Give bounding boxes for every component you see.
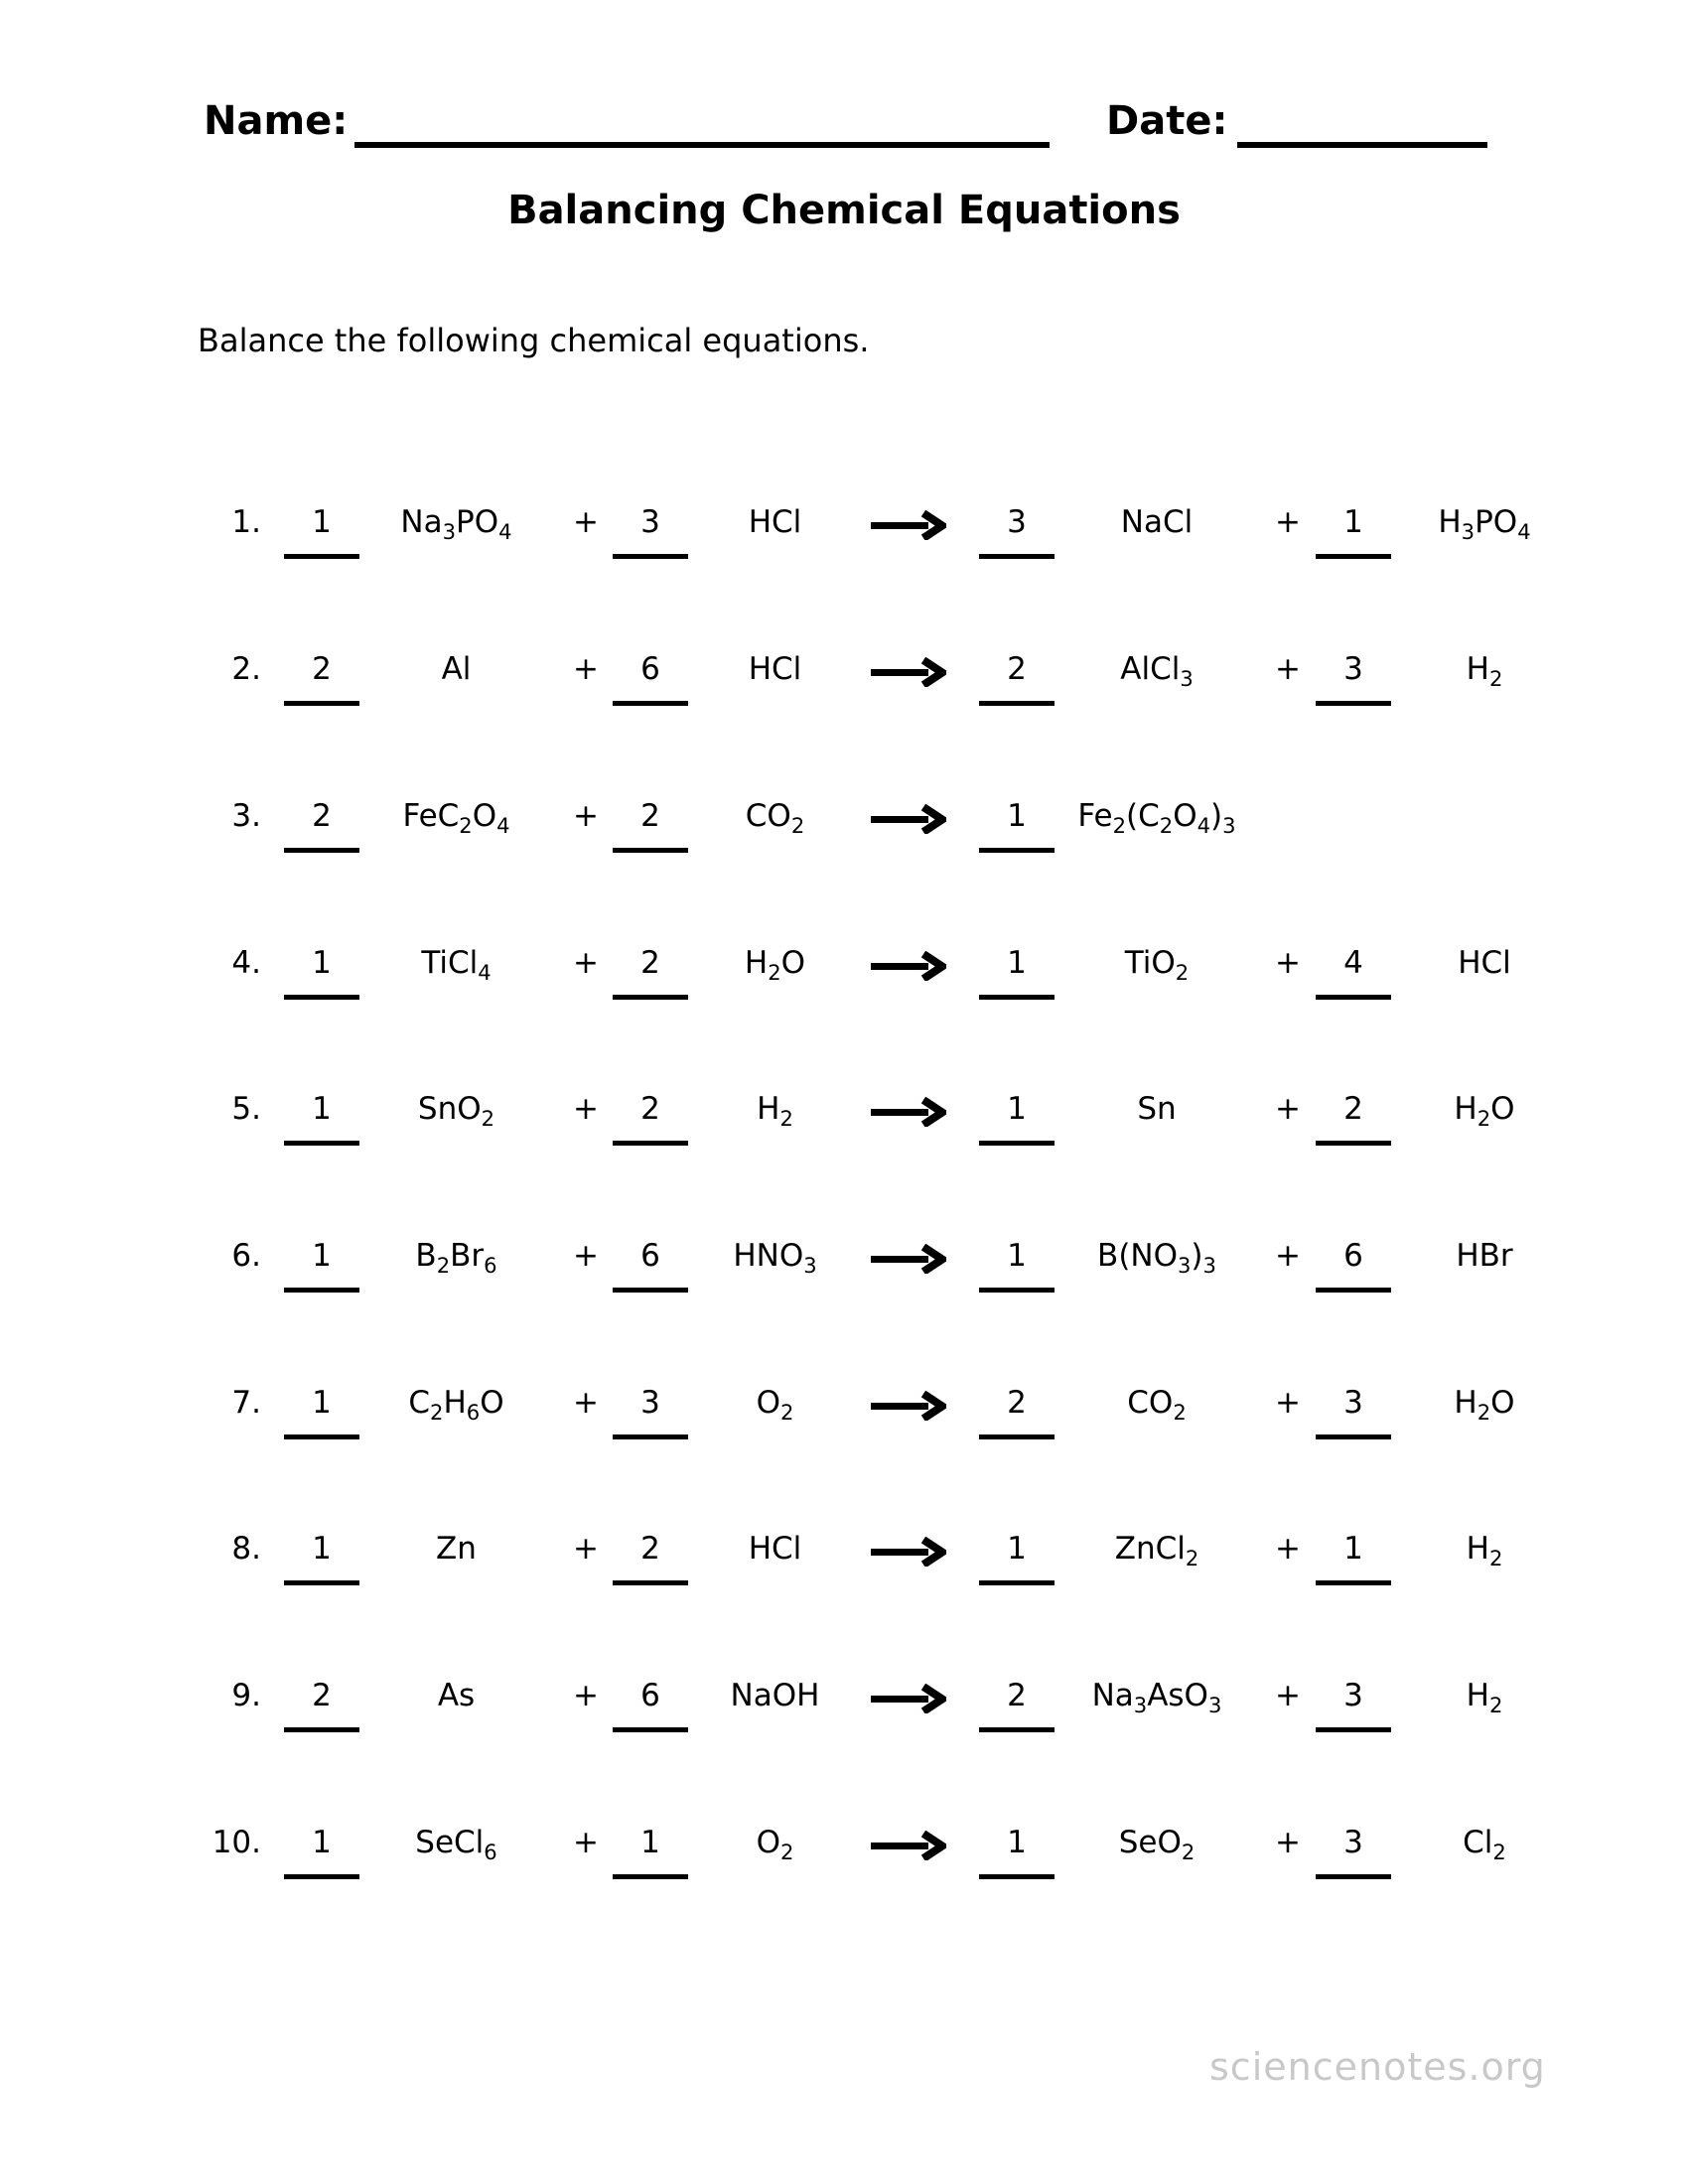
coefficient-blank: 3: [1316, 1823, 1391, 1879]
coefficient-blank: 6: [613, 1236, 688, 1293]
coefficient-blank: 2: [979, 1383, 1055, 1439]
plus-sign: +: [573, 504, 599, 540]
chemical-formula: $H_2$: [1466, 1531, 1503, 1571]
chemical-formula: SeCl$_6$: [415, 1825, 497, 1865]
chemical-formula: NaOH: [730, 1678, 820, 1713]
coefficient-blank: 3: [1316, 1383, 1391, 1439]
coefficient-blank: 1: [613, 1823, 688, 1879]
coefficient-blank: 3: [613, 502, 688, 559]
chemical-formula: Sn: [1137, 1091, 1177, 1127]
coefficient-blank: 1: [979, 1089, 1055, 1146]
coefficient-blank: 1: [284, 1089, 359, 1146]
plus-sign: +: [573, 1531, 599, 1567]
chemical-formula: $FeC_2O_4$: [402, 798, 510, 839]
chemical-formula: $H_2$: [1466, 1678, 1503, 1718]
coefficient-blank: 1: [979, 796, 1055, 853]
coefficient-blank: 1: [284, 502, 359, 559]
equation-number: 5.: [231, 1091, 261, 1127]
date-label: Date:: [1106, 98, 1228, 144]
equation-number: 3.: [231, 798, 261, 834]
equation-row: [0, 937, 1688, 1007]
coefficient-blank: 2: [613, 1089, 688, 1146]
coefficient-blank: 4: [1316, 943, 1391, 1000]
chemical-formula: $Cl_2$: [1463, 1825, 1506, 1865]
coefficient-blank: 6: [613, 649, 688, 706]
coefficient-blank: 3: [1316, 649, 1391, 706]
coefficient-blank: 2: [284, 796, 359, 853]
plus-sign: +: [573, 651, 599, 687]
coefficient-blank: 1: [284, 1529, 359, 1585]
chemical-formula: SeO$_2$: [1118, 1825, 1196, 1865]
coefficient-blank: 2: [1316, 1089, 1391, 1146]
coefficient-blank: 1: [1316, 1529, 1391, 1585]
equation-number: 7.: [231, 1385, 261, 1421]
chemical-formula: HBr: [1456, 1238, 1513, 1274]
chemical-formula: ZnCl$_2$: [1114, 1531, 1199, 1571]
plus-sign: +: [573, 798, 599, 834]
chemical-formula: $H_2O$: [744, 945, 806, 986]
plus-sign: +: [1275, 1385, 1301, 1421]
chemical-formula: HCl: [748, 1531, 802, 1567]
coefficient-blank: 1: [979, 1529, 1055, 1585]
reaction-arrow-icon: [871, 804, 946, 834]
date-blank-line: [1237, 142, 1487, 148]
plus-sign: +: [1275, 651, 1301, 687]
reaction-arrow-icon: [871, 1244, 946, 1274]
coefficient-blank: 1: [284, 943, 359, 1000]
plus-sign: +: [1275, 1531, 1301, 1567]
footer-site-text: sciencenotes.org: [1209, 2045, 1546, 2089]
chemical-formula: Zn: [436, 1531, 477, 1567]
coefficient-blank: 1: [284, 1383, 359, 1439]
plus-sign: +: [1275, 945, 1301, 981]
equation-number: 1.: [231, 504, 261, 540]
chemical-formula: $Na_3AsO_3$: [1091, 1678, 1222, 1718]
equation-row: [0, 1230, 1688, 1299]
chemical-formula: HCl: [1458, 945, 1511, 981]
coefficient-blank: 3: [613, 1383, 688, 1439]
plus-sign: +: [573, 1678, 599, 1713]
coefficient-blank: 2: [284, 649, 359, 706]
coefficient-blank: 2: [979, 1676, 1055, 1732]
reaction-arrow-icon: [871, 1097, 946, 1127]
chemical-formula: Al: [441, 651, 472, 687]
equation-row: [0, 1083, 1688, 1153]
coefficient-blank: 1: [979, 943, 1055, 1000]
chemical-formula: $Na_3PO_4$: [400, 504, 512, 545]
coefficient-blank: 2: [979, 649, 1055, 706]
instruction-text: Balance the following chemical equations.: [198, 322, 870, 359]
equation-row: [0, 643, 1688, 713]
equation-row: [0, 1523, 1688, 1592]
plus-sign: +: [573, 1238, 599, 1274]
chemical-formula: TiO$_2$: [1124, 945, 1190, 986]
coefficient-blank: 1: [979, 1823, 1055, 1879]
page-title: Balancing Chemical Equations: [507, 188, 1181, 233]
plus-sign: +: [1275, 504, 1301, 540]
coefficient-blank: 2: [284, 1676, 359, 1732]
chemical-formula: $B(NO_3)_3$: [1097, 1238, 1216, 1279]
reaction-arrow-icon: [871, 1391, 946, 1421]
equation-row: [0, 1670, 1688, 1739]
chemical-formula: AlCl$_3$: [1120, 651, 1194, 692]
equation-number: 8.: [231, 1531, 261, 1567]
equation-number: 4.: [231, 945, 261, 981]
equation-number: 10.: [211, 1825, 261, 1860]
coefficient-blank: 2: [613, 943, 688, 1000]
plus-sign: +: [573, 1825, 599, 1860]
chemical-formula: $B_2Br_6$: [415, 1238, 497, 1279]
plus-sign: +: [573, 1385, 599, 1421]
coefficient-blank: 1: [979, 1236, 1055, 1293]
chemical-formula: $C_2H_6O$: [408, 1385, 504, 1426]
chemical-formula: $Fe_2(C_2O_4)_3$: [1077, 798, 1236, 839]
plus-sign: +: [1275, 1678, 1301, 1713]
chemical-formula: $CO_2$: [745, 798, 805, 839]
chemical-formula: $H_2O$: [1454, 1091, 1515, 1132]
coefficient-blank: 3: [1316, 1676, 1391, 1732]
plus-sign: +: [573, 945, 599, 981]
coefficient-blank: 2: [613, 1529, 688, 1585]
chemical-formula: $O_2$: [756, 1385, 794, 1426]
equation-number: 6.: [231, 1238, 261, 1274]
chemical-formula: SnO$_2$: [417, 1091, 495, 1132]
chemical-formula: $H_2O$: [1454, 1385, 1515, 1426]
reaction-arrow-icon: [871, 1684, 946, 1713]
chemical-formula: $O_2$: [756, 1825, 794, 1865]
coefficient-blank: 1: [1316, 502, 1391, 559]
reaction-arrow-icon: [871, 510, 946, 540]
reaction-arrow-icon: [871, 657, 946, 687]
plus-sign: +: [1275, 1091, 1301, 1127]
chemical-formula: $H_2$: [757, 1091, 793, 1132]
chemical-formula: NaCl: [1120, 504, 1194, 540]
plus-sign: +: [573, 1091, 599, 1127]
coefficient-blank: 6: [613, 1676, 688, 1732]
equation-row: [0, 790, 1688, 860]
equation-row: [0, 1377, 1688, 1446]
chemical-formula: $CO_2$: [1127, 1385, 1187, 1426]
chemical-formula: TiCl$_4$: [421, 945, 492, 986]
coefficient-blank: 2: [613, 796, 688, 853]
chemical-formula: HCl: [748, 504, 802, 540]
equation-row: [0, 1817, 1688, 1886]
coefficient-blank: 1: [284, 1823, 359, 1879]
chemical-formula: $H_3PO_4$: [1438, 504, 1531, 545]
coefficient-blank: 6: [1316, 1236, 1391, 1293]
plus-sign: +: [1275, 1825, 1301, 1860]
equation-row: [0, 496, 1688, 566]
name-blank-line: [354, 142, 1050, 148]
reaction-arrow-icon: [871, 1537, 946, 1567]
chemical-formula: As: [437, 1678, 476, 1713]
chemical-formula: $H_2$: [1466, 651, 1503, 692]
equation-number: 2.: [231, 651, 261, 687]
reaction-arrow-icon: [871, 1831, 946, 1860]
coefficient-blank: 3: [979, 502, 1055, 559]
equation-number: 9.: [231, 1678, 261, 1713]
coefficient-blank: 1: [284, 1236, 359, 1293]
chemical-formula: $HNO_3$: [733, 1238, 817, 1279]
chemical-formula: HCl: [748, 651, 802, 687]
plus-sign: +: [1275, 1238, 1301, 1274]
name-label: Name:: [204, 98, 349, 144]
reaction-arrow-icon: [871, 951, 946, 981]
